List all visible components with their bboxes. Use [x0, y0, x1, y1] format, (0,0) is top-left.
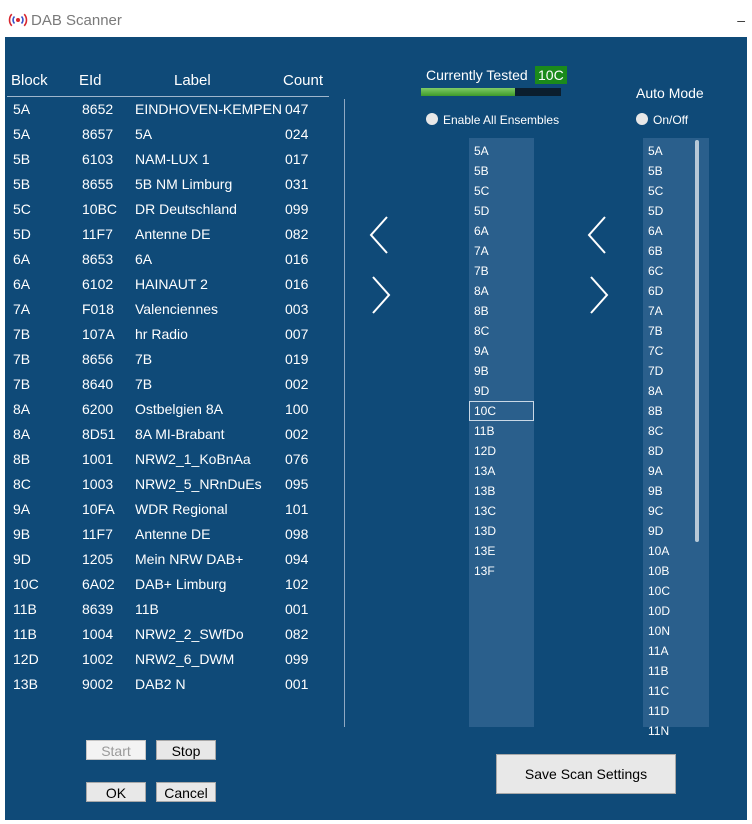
- list-item[interactable]: [469, 161, 534, 181]
- auto-list-scrollbar[interactable]: [695, 140, 699, 542]
- list-item-label: 9B: [648, 484, 663, 498]
- list-item-label: 5C: [648, 184, 664, 198]
- list-item-label: 10N: [648, 624, 671, 638]
- cell-label: DR Deutschland: [135, 201, 237, 217]
- list-item[interactable]: [469, 501, 534, 521]
- list-item[interactable]: [469, 441, 534, 461]
- chevron-left-icon: [365, 215, 395, 255]
- list-item-label: 7B: [474, 264, 489, 278]
- list-item-label: 11A: [648, 644, 669, 658]
- list-item-label: 13F: [474, 564, 495, 578]
- table-row[interactable]: [5, 501, 325, 526]
- list-item-label: 10B: [648, 564, 670, 578]
- cell-block: 6A: [13, 251, 31, 267]
- cell-label: Antenne DE: [135, 226, 211, 242]
- list-item-label: 5A: [474, 144, 489, 158]
- list-item-label: 13A: [474, 464, 496, 478]
- table-row[interactable]: [5, 351, 325, 376]
- list-item[interactable]: [643, 181, 709, 201]
- cell-eid: 10FA: [82, 501, 115, 517]
- list-item-label: 9C: [648, 504, 664, 518]
- dab-scanner-window: [5, 4, 747, 820]
- cell-label: NRW2_1_KoBnAa: [135, 451, 251, 467]
- table-row[interactable]: [5, 626, 325, 651]
- cell-count: 100: [285, 401, 309, 417]
- column-header-label[interactable]: Label: [174, 72, 211, 89]
- list-item[interactable]: [643, 361, 709, 381]
- cell-count: 016: [285, 251, 309, 267]
- cell-count: 047: [285, 101, 309, 117]
- cell-label: NAM-LUX 1: [135, 151, 210, 167]
- cell-eid: 8657: [82, 126, 114, 142]
- list-item[interactable]: [643, 581, 709, 601]
- list-item-label: 8B: [474, 304, 489, 318]
- table-row[interactable]: [5, 526, 325, 551]
- list-item[interactable]: [643, 661, 709, 681]
- list-item[interactable]: [643, 281, 709, 301]
- list-item-label: 5D: [474, 204, 490, 218]
- cell-label: 11B: [135, 601, 159, 617]
- table-row[interactable]: [5, 551, 325, 576]
- cell-block: 8A: [13, 401, 31, 417]
- list-item-label: 5D: [648, 204, 664, 218]
- ok-button[interactable]: OK: [86, 782, 146, 802]
- list-item-label: 13C: [474, 504, 497, 518]
- list-item-label: 9D: [648, 524, 664, 538]
- cell-eid: 6102: [82, 276, 114, 292]
- list-item[interactable]: [643, 541, 709, 561]
- cell-eid: 1001: [82, 451, 114, 467]
- list-item[interactable]: [469, 461, 534, 481]
- cancel-button[interactable]: Cancel: [156, 782, 216, 802]
- cell-block: 5C: [13, 201, 31, 217]
- list-item[interactable]: [643, 261, 709, 281]
- cell-count: 076: [285, 451, 309, 467]
- table-row[interactable]: [5, 651, 325, 676]
- list-item[interactable]: [643, 721, 709, 741]
- cell-count: 101: [285, 501, 309, 517]
- cell-label: Valenciennes: [135, 301, 219, 317]
- list-item[interactable]: [643, 301, 709, 321]
- list-item-label: 9B: [474, 364, 489, 378]
- cell-count: 001: [285, 601, 309, 617]
- auto-mode-title: Auto Mode: [636, 85, 704, 101]
- cell-block: 11B: [13, 601, 37, 617]
- cell-label: 7B: [135, 351, 153, 367]
- cell-eid: 1004: [82, 626, 114, 642]
- list-item[interactable]: [643, 641, 709, 661]
- cell-block: 7A: [13, 301, 31, 317]
- list-item[interactable]: [643, 421, 709, 441]
- list-item[interactable]: [643, 381, 709, 401]
- list-item-label: 13E: [474, 544, 496, 558]
- list-item[interactable]: [469, 261, 534, 281]
- list-item-label: 8A: [474, 284, 489, 298]
- cell-eid: 9002: [82, 676, 114, 692]
- cell-block: 5D: [13, 226, 31, 242]
- client-area: [5, 37, 747, 820]
- save-scan-settings-button[interactable]: Save Scan Settings: [496, 754, 676, 794]
- auto-mode-radio[interactable]: [636, 113, 648, 125]
- list-item[interactable]: [643, 561, 709, 581]
- list-item-label: 7B: [648, 324, 663, 338]
- cell-label: 5A: [135, 126, 153, 142]
- list-item[interactable]: [469, 361, 534, 381]
- column-header-block[interactable]: Block: [11, 72, 48, 89]
- cell-count: 001: [285, 676, 309, 692]
- list-item-label: 8B: [648, 404, 663, 418]
- cell-eid: 8653: [82, 251, 114, 267]
- list-item-label: 9A: [648, 464, 663, 478]
- list-item[interactable]: [469, 301, 534, 321]
- cell-block: 5A: [13, 101, 31, 117]
- cell-eid: 10BC: [82, 201, 118, 217]
- list-item[interactable]: [469, 521, 534, 541]
- list-item-label: 8D: [648, 444, 664, 458]
- list-item-label: 5B: [648, 164, 663, 178]
- cell-block: 10C: [13, 576, 39, 592]
- table-row[interactable]: [5, 276, 325, 301]
- cell-eid: 11F7: [82, 526, 113, 542]
- list-item-label: 11D: [648, 704, 670, 718]
- cell-eid: 8D51: [82, 426, 116, 442]
- list-item-label: 11C: [648, 684, 670, 698]
- cell-block: 7B: [13, 376, 31, 392]
- list-item[interactable]: [643, 461, 709, 481]
- cell-label: NRW2_5_NRnDuEs: [135, 476, 262, 492]
- list-item[interactable]: [643, 601, 709, 621]
- header-divider: [7, 96, 329, 97]
- auto-move-right-button[interactable]: [583, 275, 613, 315]
- cell-count: 099: [285, 651, 309, 667]
- list-item[interactable]: [469, 281, 534, 301]
- start-button[interactable]: Start: [86, 740, 146, 760]
- list-item[interactable]: [469, 201, 534, 221]
- scan-channel-list[interactable]: [469, 138, 534, 727]
- list-item-label: 11B: [474, 424, 495, 438]
- list-item[interactable]: [469, 481, 534, 501]
- auto-move-left-button[interactable]: [583, 215, 613, 255]
- currently-tested-label: Currently Tested: [426, 67, 528, 83]
- list-item-label: 5A: [648, 144, 663, 158]
- cell-label: NRW2_2_SWfDo: [135, 626, 244, 642]
- list-item-label: 10C: [474, 404, 497, 418]
- table-row[interactable]: [5, 126, 325, 151]
- cell-label: hr Radio: [135, 326, 188, 342]
- list-item[interactable]: [643, 221, 709, 241]
- list-item[interactable]: [643, 501, 709, 521]
- list-item[interactable]: [643, 521, 709, 541]
- cell-eid: 8639: [82, 601, 114, 617]
- table-row[interactable]: [5, 176, 325, 201]
- cell-block: 8A: [13, 426, 31, 442]
- cell-count: 082: [285, 226, 309, 242]
- list-item[interactable]: [643, 161, 709, 181]
- cell-eid: 8655: [82, 176, 114, 192]
- cell-block: 7B: [13, 351, 31, 367]
- list-item[interactable]: [469, 181, 534, 201]
- list-item-label: 6B: [648, 244, 663, 258]
- list-item[interactable]: [469, 401, 534, 421]
- cell-label: 5B NM Limburg: [135, 176, 233, 192]
- table-row[interactable]: [5, 301, 325, 326]
- cell-count: 017: [285, 151, 309, 167]
- cell-label: 8A MI-Brabant: [135, 426, 225, 442]
- cell-label: 7B: [135, 376, 153, 392]
- cell-block: 8C: [13, 476, 31, 492]
- list-item[interactable]: [469, 421, 534, 441]
- list-item-label: 5C: [474, 184, 490, 198]
- list-item-label: 12D: [474, 444, 497, 458]
- cell-label: 6A: [135, 251, 153, 267]
- list-item-label: 7D: [648, 364, 664, 378]
- cell-eid: 6A02: [82, 576, 115, 592]
- list-item-label: 11B: [648, 664, 669, 678]
- chevron-left-icon: [583, 215, 613, 255]
- list-item[interactable]: [469, 241, 534, 261]
- cell-eid: 11F7: [82, 226, 113, 242]
- cell-block: 9A: [13, 501, 31, 517]
- list-item[interactable]: [643, 201, 709, 221]
- enable-all-radio[interactable]: [426, 113, 438, 125]
- cell-count: 099: [285, 201, 309, 217]
- cell-label: Antenne DE: [135, 526, 211, 542]
- chevron-right-icon: [365, 275, 395, 315]
- cell-count: 031: [285, 176, 309, 192]
- scan-progress-fill: [421, 88, 515, 96]
- radio-broadcast-icon: [9, 12, 27, 28]
- table-row[interactable]: [5, 476, 325, 501]
- cell-count: 094: [285, 551, 309, 567]
- cell-block: 13B: [13, 676, 38, 692]
- cell-block: 8B: [13, 451, 31, 467]
- cell-eid: 6200: [82, 401, 114, 417]
- cell-block: 11B: [13, 626, 37, 642]
- list-item[interactable]: [643, 241, 709, 261]
- list-item[interactable]: [643, 701, 709, 721]
- table-row[interactable]: [5, 601, 325, 626]
- cell-count: 098: [285, 526, 309, 542]
- cell-eid: 8656: [82, 351, 114, 367]
- cell-eid: 8640: [82, 376, 114, 392]
- cell-count: 003: [285, 301, 309, 317]
- auto-channel-list[interactable]: [643, 138, 709, 738]
- table-row[interactable]: [5, 401, 325, 426]
- cell-count: 082: [285, 626, 309, 642]
- chevron-right-icon: [583, 275, 613, 315]
- cell-block: 12D: [13, 651, 39, 667]
- list-item-label: 11N: [648, 724, 670, 738]
- list-item[interactable]: [643, 481, 709, 501]
- cell-label: EINDHOVEN-KEMPEN: [135, 101, 283, 117]
- vertical-divider: [344, 99, 345, 727]
- list-item-label: 7A: [474, 244, 489, 258]
- table-row[interactable]: [5, 676, 325, 701]
- cell-count: 002: [285, 426, 309, 442]
- cell-label: DAB+ Limburg: [135, 576, 227, 592]
- list-item[interactable]: [469, 341, 534, 361]
- table-row[interactable]: [5, 226, 325, 251]
- cell-label: Ostbelgien 8A: [135, 401, 223, 417]
- table-row[interactable]: [5, 426, 325, 451]
- list-item[interactable]: [643, 401, 709, 421]
- list-item[interactable]: [643, 441, 709, 461]
- cell-eid: F018: [82, 301, 114, 317]
- cell-block: 5A: [13, 126, 31, 142]
- list-item-label: 9D: [474, 384, 490, 398]
- move-left-button[interactable]: [365, 215, 395, 255]
- cell-eid: 8652: [82, 101, 114, 117]
- list-item-label: 6A: [648, 224, 663, 238]
- cell-eid: 107A: [82, 326, 115, 342]
- table-row[interactable]: [5, 576, 325, 601]
- cell-eid: 6103: [82, 151, 114, 167]
- cell-block: 9B: [13, 526, 31, 542]
- list-item-label: 6D: [648, 284, 664, 298]
- list-item-label: 10C: [648, 584, 671, 598]
- cell-eid: 1205: [82, 551, 114, 567]
- list-item[interactable]: [643, 621, 709, 641]
- list-item[interactable]: [469, 381, 534, 401]
- list-item[interactable]: [469, 141, 534, 161]
- table-row[interactable]: [5, 151, 325, 176]
- list-item[interactable]: [643, 321, 709, 341]
- cell-count: 002: [285, 376, 309, 392]
- list-item[interactable]: [643, 141, 709, 161]
- table-row[interactable]: [5, 376, 325, 401]
- cell-label: Mein NRW DAB+: [135, 551, 244, 567]
- cell-count: 095: [285, 476, 309, 492]
- stop-button[interactable]: Stop: [156, 740, 216, 760]
- cell-count: 016: [285, 276, 309, 292]
- cell-count: 019: [285, 351, 309, 367]
- list-item[interactable]: [643, 341, 709, 361]
- list-item-label: 7A: [648, 304, 663, 318]
- list-item-label: 7C: [648, 344, 664, 358]
- cell-label: WDR Regional: [135, 501, 228, 517]
- list-item-label: 5B: [474, 164, 489, 178]
- cell-block: 9D: [13, 551, 31, 567]
- cell-count: 024: [285, 126, 309, 142]
- window-title: DAB Scanner: [31, 12, 122, 29]
- cell-label: DAB2 N: [135, 676, 186, 692]
- currently-tested-value: 10C: [535, 66, 567, 84]
- list-item[interactable]: [643, 681, 709, 701]
- column-header-count[interactable]: Count: [283, 72, 324, 89]
- column-header-eid[interactable]: EId: [79, 72, 102, 89]
- cell-count: 007: [285, 326, 309, 342]
- cell-eid: 1002: [82, 651, 114, 667]
- enable-all-label[interactable]: Enable All Ensembles: [443, 113, 560, 127]
- list-item-label: 13B: [474, 484, 496, 498]
- scan-progress-bar: [421, 88, 561, 96]
- cell-block: 5B: [13, 176, 31, 192]
- table-row[interactable]: [5, 451, 325, 476]
- list-item-label: 8C: [648, 424, 664, 438]
- cell-eid: 1003: [82, 476, 114, 492]
- list-item-label: 9A: [474, 344, 489, 358]
- list-item-label: 6A: [474, 224, 489, 238]
- cell-label: NRW2_6_DWM: [135, 651, 235, 667]
- list-item-label: 13D: [474, 524, 497, 538]
- table-row[interactable]: [5, 251, 325, 276]
- move-right-button[interactable]: [365, 275, 395, 315]
- table-row[interactable]: [5, 201, 325, 226]
- cell-count: 102: [285, 576, 309, 592]
- title-bar[interactable]: [5, 4, 747, 36]
- minimize-button[interactable]: –: [737, 12, 745, 28]
- cell-block: 5B: [13, 151, 31, 167]
- list-item-label: 10D: [648, 604, 671, 618]
- cell-block: 7B: [13, 326, 31, 342]
- list-item[interactable]: [469, 321, 534, 341]
- list-item-label: 6C: [648, 264, 664, 278]
- cell-label: HAINAUT 2: [135, 276, 208, 292]
- list-item-label: 8A: [648, 384, 663, 398]
- list-item[interactable]: [469, 561, 534, 581]
- list-item[interactable]: [469, 541, 534, 561]
- list-item-label: 8C: [474, 324, 490, 338]
- auto-mode-toggle-label[interactable]: On/Off: [653, 113, 689, 127]
- cell-block: 6A: [13, 276, 31, 292]
- list-item[interactable]: [469, 221, 534, 241]
- list-item-label: 10A: [648, 544, 670, 558]
- table-row[interactable]: [5, 101, 325, 126]
- table-row[interactable]: [5, 326, 325, 351]
